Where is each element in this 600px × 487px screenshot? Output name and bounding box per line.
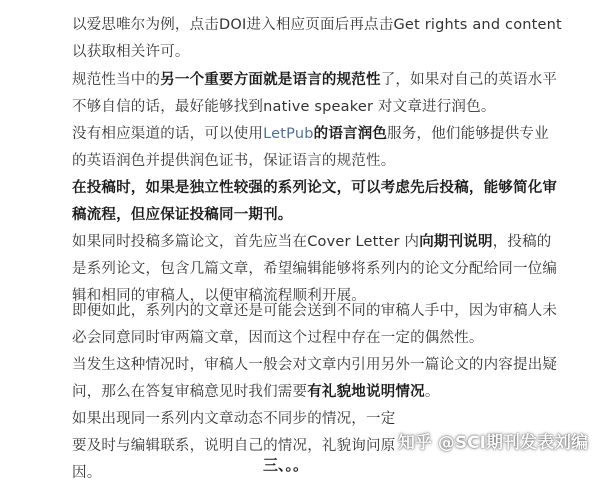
text-span: ，投稿的是系列论文，包含几篇文章，希望编辑能够将系列内的论文分配给同一位编辑和相同的审稿人，以便审稿流程顺利开展。 — [72, 234, 558, 304]
paragraph-text: 在投稿时，如果是独立性较强的系列论文，可以考虑先后投稿，能够简化审稿流程，但应保证投稿同一期刊。 — [72, 180, 558, 223]
paragraph-permissions — [72, 12, 562, 66]
paragraph-text: 如果出现同一系列内文章动态不同步的情况，一定要及时与编辑联系，说明自己的情况，礼貌询问原因。 — [72, 411, 396, 481]
paragraph-different-reviewers — [72, 298, 562, 352]
text-span: 规范性当中的 — [72, 72, 161, 88]
paragraph-text: 以爱思唯尔为例，点击DOI进入相应页面后再点击Get rights and content 以获取相关许可。 — [72, 17, 562, 60]
bold-emphasis: 另一个重要方面就是语言的规范性 — [160, 72, 381, 88]
paragraph-language-norms — [72, 67, 562, 121]
text-span: 当发生这种情况时，审稿人一般会对文章内引用另外一篇论文的内容提出疑问，那么在答复审稿意见时我们需要 — [72, 357, 558, 400]
zhihu-watermark: 知乎 @SCI期刊发表刘编 — [398, 433, 588, 453]
paragraph-reviewer-questions — [72, 352, 562, 406]
paragraph-contact-editor — [72, 406, 402, 487]
text-span: 如果同时投稿多篇论文，首先应当在Cover Letter 内 — [72, 234, 420, 250]
paragraph-series-submission — [72, 175, 562, 229]
text-span: 没有相应渠道的话，可以使用 — [72, 126, 264, 142]
text-span: 服务，他们能够提供专业的英语润色并提供润色证书，保证语言的规范性。 — [72, 126, 549, 169]
paragraph-letpub — [72, 121, 562, 175]
letpub-link[interactable]: LetPub — [263, 126, 314, 142]
bold-emphasis: 的语言润色 — [313, 126, 388, 142]
bold-emphasis: 向期刊说明 — [419, 234, 493, 250]
text-span: 。 — [424, 384, 440, 400]
bold-emphasis: 有礼貌地说明情况 — [307, 384, 425, 400]
paragraph-text: 即便如此，系列内的文章还是可能会送到不同的审稿人手中，因为审稿人未必会同意同时审两篇文章，因而这个过程中存在一定的偶然性。 — [72, 303, 558, 346]
heading-text: 三、。。 — [263, 456, 309, 474]
text-span: 了，如果对自己的英语水平不够自信的话，最好能够找到native speaker 对文章进行润色。 — [72, 72, 558, 115]
section-heading-cutoff — [263, 456, 323, 474]
